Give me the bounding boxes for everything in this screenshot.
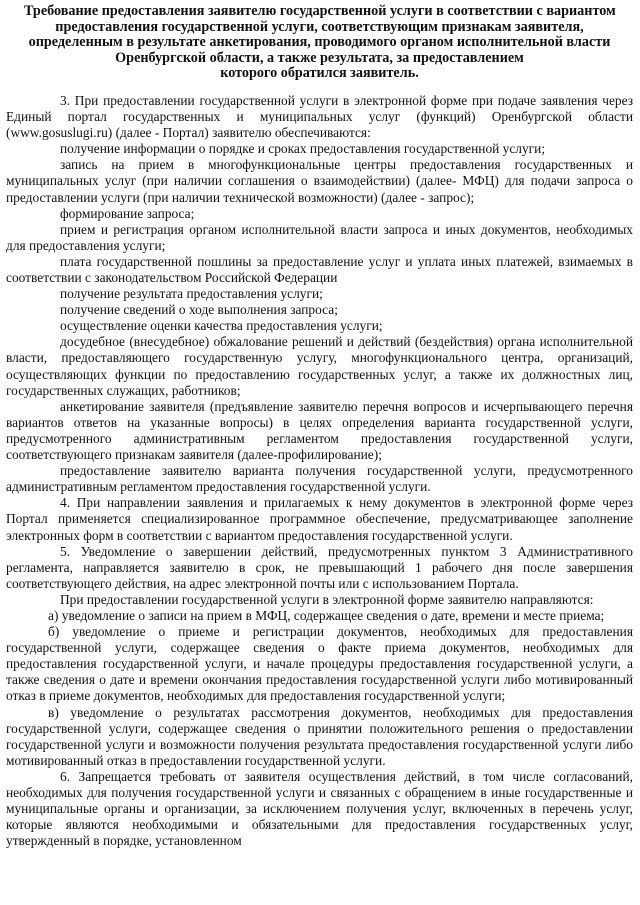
list-item: формирование запроса; bbox=[60, 205, 195, 221]
paragraph-clause-3: 3. При предоставлении государственной услуги в электронной форме при подаче заявления через Единый портал государственных и муниципальных услуг (функций) Оренбургской области (www.gosuslugi.ru) (далее - Портал) заявителю обеспечиваются: bbox=[6, 92, 633, 141]
sub-item-b: б) уведомление о приеме и регистрации документов, необходимых для предоставления государственной услуги, содержащее сведения о факте приема документов, необходимых для предоставления государственной услуги, и начале процедуры предоставления государственной услуги, а также сведения о дате и времени окончания предоставления государственной услуги либо мотивированный отказ в приеме документов, необходимых для предоставления государственной услуги; bbox=[6, 624, 633, 704]
sub-item-a: а) уведомление о записи на прием в МФЦ, содержащее сведения о дате, времени и месте приема; bbox=[48, 607, 605, 623]
document-body bbox=[6, 93, 633, 849]
paragraph-notifications-intro: При предоставлении государственной услуги в электронной форме заявителю направляются: bbox=[60, 591, 594, 607]
list-item: предоставление заявителю варианта получения государственной услуги, предусмотренного административным регламентом предоставления государственной услуги. bbox=[6, 463, 633, 495]
title-line: Оренбургской области, а также результата, за предоставлением bbox=[115, 49, 524, 66]
list-item: осуществление оценки качества предоставления услуги; bbox=[60, 318, 383, 334]
title-line: предоставления государственной услуги, соответствующим признакам заявителя, bbox=[55, 18, 584, 35]
list-item: получение информации о порядке и сроках предоставления государственной услуги; bbox=[60, 141, 546, 157]
list-item: анкетирование заявителя (предъявление заявителю перечня вопросов и исчерпывающего перечня вариантов ответов на указанные вопросы) в целях определения варианта государственной услуги, предусмотренного административным регламентом предоставления государственной услуги, соответствующего признакам заявителя (далее-профилирование); bbox=[6, 398, 633, 463]
title-line: которого обратился заявитель. bbox=[220, 65, 419, 82]
list-item: плата государственной пошлины за предоставление услуг и уплата иных платежей, взимаемых в соответствии с законодательством Российской Федерации bbox=[6, 253, 633, 285]
sub-item-v: в) уведомление о результатах рассмотрения документов, необходимых для предоставления государственной услуги, содержащее сведения о принятии положительного решения о предоставлении государственной услуги и возможности получения результата предоставления государственной услуги либо мотивированный отказ в предоставлении государственной услуги. bbox=[6, 704, 633, 768]
paragraph-clause-6: 6. Запрещается требовать от заявителя осуществления действий, в том числе согласований, необходимых для получения государственной услуги и связанных с обращением в иные государственные и муниципальные органы и организации, за исключением получения услуг, включенных в перечень услуг, которые являются необходимыми и обязательными для предоставления государственных услуг, утвержденный в порядке, установленном bbox=[6, 768, 633, 849]
title-line: Требование предоставления заявителю государственной услуги в соответствии с вариантом bbox=[24, 3, 616, 19]
list-item: запись на прием в многофункциональные центры предоставления государственных и муниципальных услуг (при наличии соглашения о взаимодействии) (далее- МФЦ) для подачи запроса о предоставлении услуги (при наличии технической возможности) (далее - запрос); bbox=[6, 157, 633, 205]
paragraph-clause-5: 5. Уведомление о завершении действий, предусмотренных пунктом 3 Административного регламента, направляется заявителю в срок, не превышающий 1 рабочего дня после завершения соответствующего действия, на адрес электронной почты или с использованием Портала. bbox=[6, 543, 633, 591]
paragraph-clause-4: 4. При направлении заявления и прилагаемых к нему документов в электронной форме через Портал применяется специализированное программное обеспечение, предусматривающее заполнение электронных форм в соответствии с вариантом предоставления государственной услуги. bbox=[6, 495, 633, 543]
document-title bbox=[6, 4, 633, 82]
list-item: получение результата предоставления услуги; bbox=[60, 286, 323, 302]
document-page bbox=[6, 4, 633, 849]
list-item: получение сведений о ходе выполнения запроса; bbox=[60, 302, 338, 318]
title-line: определенным в результате анкетирования, проводимого органом исполнительной власти bbox=[28, 34, 611, 51]
list-item: прием и регистрация органом исполнительной власти запроса и иных документов, необходимых для предоставления услуги; bbox=[6, 221, 633, 253]
list-item: досудебное (внесудебное) обжалование решений и действий (бездействия) органа исполнительной власти, предоставляющего государственную услугу, многофункционального центра, организаций, осуществляющих функции по предоставлению государственных услуг, а также их должностных лиц, государственных служащих, работников; bbox=[6, 334, 633, 398]
